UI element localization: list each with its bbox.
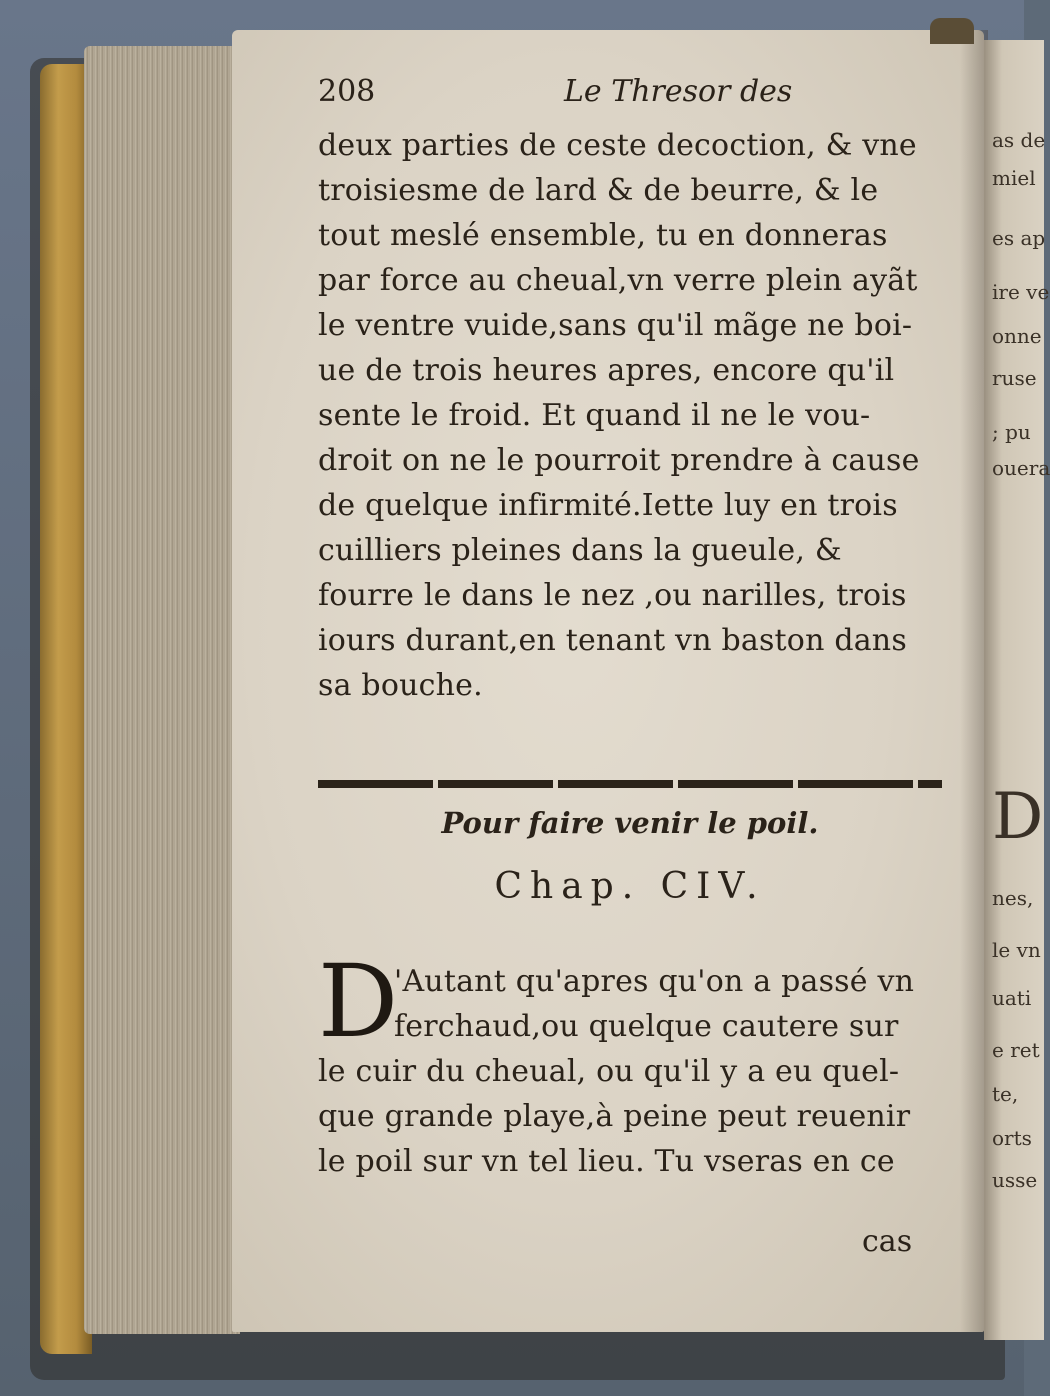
facing-fragment: usse — [992, 1168, 1038, 1192]
running-title: Le Thresor des — [564, 74, 793, 109]
facing-fragment: as de — [992, 128, 1046, 152]
facing-fragment: ; pu — [992, 420, 1031, 444]
body-line: troisiesme de lard & de beurre, & le — [318, 173, 879, 208]
body-line: ue de trois heures apres, encore qu'il — [318, 353, 895, 388]
catchword: cas — [862, 1224, 913, 1259]
facing-fragment: uati — [992, 986, 1032, 1010]
body-line: sente le froid. Et quand il ne le vou- — [318, 398, 871, 433]
body-line: droit on ne le pourroit prendre à cause — [318, 443, 920, 478]
body-line: deux parties de ceste decoction, & vne — [318, 128, 917, 163]
body-line: iours durant,en tenant vn baston dans — [318, 623, 907, 658]
body-line: par force au cheual,vn verre plein ayãt — [318, 263, 918, 298]
body-line: tout meslé ensemble, tu en donneras — [318, 218, 888, 253]
chapter-line: ferchaud,ou quelque cautere sur — [394, 1009, 899, 1044]
facing-fragment: le vn — [992, 938, 1041, 962]
facing-fragment: orts — [992, 1126, 1032, 1150]
body-line: fourre le dans le nez ,ou narilles, trois — [318, 578, 907, 613]
chapter-line: que grande playe,à peine peut reuenir — [318, 1099, 911, 1134]
facing-fragment: es ap — [992, 226, 1046, 250]
chapter-line: 'Autant qu'apres qu'on a passé vn — [394, 964, 915, 999]
facing-fragment: ruse — [992, 366, 1037, 390]
page-number: 208 — [318, 74, 376, 109]
chapter-line: le poil sur vn tel lieu. Tu vseras en ce — [318, 1144, 895, 1179]
facing-fragment: e ret — [992, 1038, 1040, 1062]
body-line: le ventre vuide,sans qu'il mãge ne boi- — [318, 308, 913, 343]
body-line: de quelque infirmité.Iette luy en trois — [318, 488, 898, 523]
section-rule — [318, 780, 942, 788]
chapter-title: Pour faire venir le poil. — [441, 806, 819, 840]
chapter-number: Chap. CIV. — [494, 866, 766, 907]
chapter-line: le cuir du cheual, ou qu'il y a eu quel- — [318, 1054, 900, 1089]
facing-fragment: te, — [992, 1082, 1019, 1106]
body-line: cuilliers pleines dans la gueule, & — [318, 533, 842, 568]
facing-fragment: ire ve — [992, 280, 1050, 304]
facing-fragment: D — [992, 780, 1044, 854]
page-corner — [930, 18, 974, 44]
facing-fragment: miel — [992, 166, 1036, 190]
facing-fragment: ouera — [992, 456, 1050, 480]
facing-fragment: nes, — [992, 886, 1034, 910]
drop-cap: D — [318, 943, 399, 1060]
page-block-edges — [84, 46, 240, 1334]
body-line: sa bouche. — [318, 668, 483, 703]
facing-fragment: onne — [992, 324, 1042, 348]
